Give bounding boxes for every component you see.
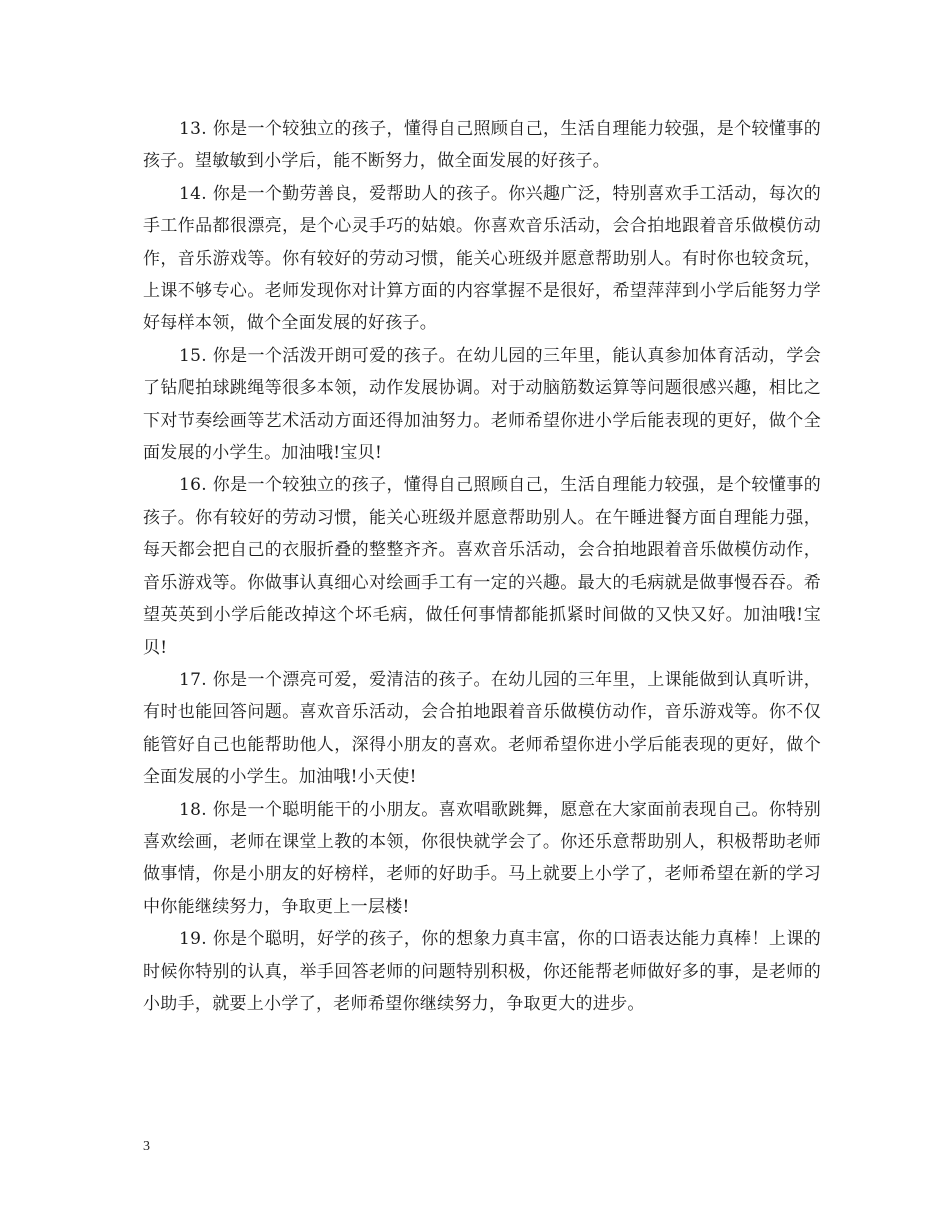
page-body — [143, 113, 821, 1020]
comment-paragraph-15: 15. 你是一个活泼开朗可爱的孩子。在幼儿园的三年里，能认真参加体育活动，学会了钻爬拍球跳绳等很多本领，动作发展协调。对于动脑筋数运算等问题很感兴趣，相比之下对节奏绘画等艺术活动方面还得加油努力。老师希望你进小学后能表现的更好，做个全面发展的小学生。加油哦!宝贝! — [143, 345, 821, 464]
comment-paragraph-17: 17. 你是一个漂亮可爱，爱清洁的孩子。在幼儿园的三年里，上课能做到认真听讲，有时也能回答问题。喜欢音乐活动，会合拍地跟着音乐做模仿动作，音乐游戏等。你不仅能管好自己也能帮助他人，深得小朋友的喜欢。老师希望你进小学后能表现的更好，做个全面发展的小学生。加油哦!小天使! — [143, 669, 821, 788]
comment-paragraph-18: 18. 你是一个聪明能干的小朋友。喜欢唱歌跳舞，愿意在大家面前表现自己。你特别喜欢绘画，老师在课堂上教的本领，你很快就学会了。你还乐意帮助别人，积极帮助老师做事情，你是小朋友的好榜样，老师的好助手。马上就要上小学了，老师希望在新的学习中你能继续努力，争取更上一层楼! — [143, 799, 821, 917]
comment-paragraph-19: 19. 你是个聪明，好学的孩子，你的想象力真丰富，你的口语表达能力真棒！上课的时候你特别的认真，举手回答老师的问题特别积极，你还能帮老师做好多的事，是老师的小助手，就要上小学了，老师希望你继续努力，争取更大的进步。 — [143, 929, 821, 1014]
comment-paragraph-13: 13. 你是一个较独立的孩子，懂得自己照顾自己，生活自理能力较强，是个较懂事的孩子。望敏敏到小学后，能不断努力，做全面发展的好孩子。 — [143, 119, 821, 172]
comment-paragraph-16: 16. 你是一个较独立的孩子，懂得自己照顾自己，生活自理能力较强，是个较懂事的孩子。你有较好的劳动习惯，能关心班级并愿意帮助别人。在午睡进餐方面自理能力强，每天都会把自己的衣服折叠的整整齐齐。喜欢音乐活动，会合拍地跟着音乐做模仿动作，音乐游戏等。你做事认真细心对绘画手工有一定的兴趣。最大的毛病就是做事慢吞吞。希望英英到小学后能改掉这个坏毛病，做任何事情都能抓紧时间做的又快又好。加油哦!宝贝! — [143, 475, 821, 658]
page-number: 3 — [143, 1139, 150, 1154]
comment-paragraph-14: 14. 你是一个勤劳善良，爱帮助人的孩子。你兴趣广泛，特别喜欢手工活动，每次的手工作品都很漂亮，是个心灵手巧的姑娘。你喜欢音乐活动，会合拍地跟着音乐做模仿动作，音乐游戏等。你有较好的劳动习惯，能关心班级并愿意帮助别人。有时你也较贪玩，上课不够专心。老师发现你对计算方面的内容掌握不是很好，希望萍萍到小学后能努力学好每样本领，做个全面发展的好孩子。 — [143, 183, 821, 334]
